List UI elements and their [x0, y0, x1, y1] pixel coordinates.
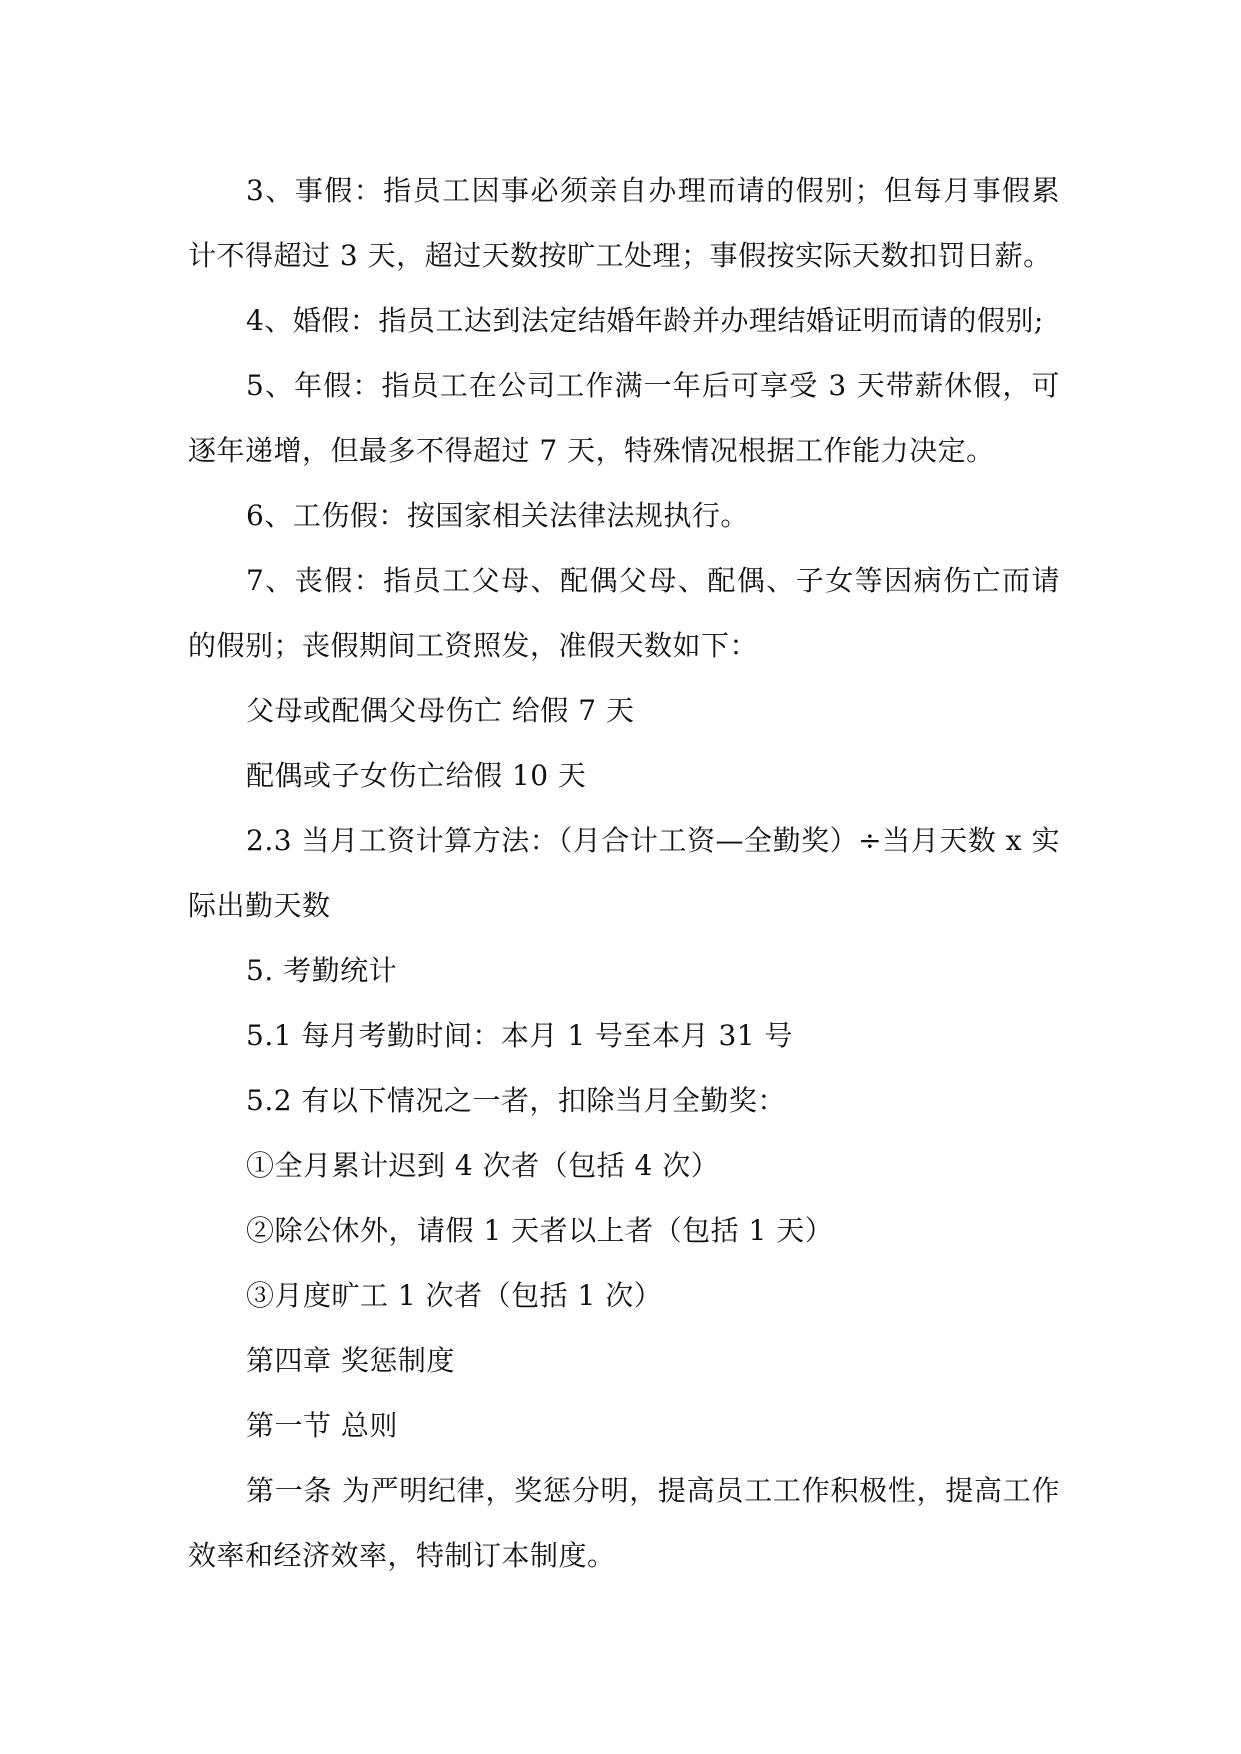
section-heading: 第一节 总则 — [246, 1409, 398, 1442]
paragraph-spouse-child-bereavement: 配偶或子女伤亡给假 10 天 — [246, 759, 587, 792]
paragraph-work-injury-leave: 6、工伤假：按国家相关法律法规执行。 — [246, 499, 749, 532]
list-item-leave: ②除公休外，请假 1 天者以上者（包括 1 天） — [246, 1214, 834, 1247]
chapter-heading: 第四章 奖惩制度 — [246, 1344, 455, 1377]
list-item-absence: ③月度旷工 1 次者（包括 1 次） — [246, 1279, 663, 1312]
list-item-late: ①全月累计迟到 4 次者（包括 4 次） — [246, 1149, 720, 1182]
paragraph-parent-bereavement: 父母或配偶父母伤亡 给假 7 天 — [246, 694, 635, 727]
paragraph-personal-leave: 3、事假：指员工因事必须亲自办理而请的假别；但每月事假累计不得超过 3 天，超过天数按旷工处理；事假按实际天数扣罚日薪。 — [188, 174, 1060, 272]
paragraph-marriage-leave: 4、婚假：指员工达到法定结婚年龄并办理结婚证明而请的假别; — [246, 304, 1044, 337]
article-one: 第一条 为严明纪律，奖惩分明，提高员工工作积极性，提高工作效率和经济效率，特制订本制度。 — [188, 1474, 1060, 1572]
paragraph-salary-calculation: 2.3 当月工资计算方法：（月合计工资—全勤奖）÷当月天数 x 实际出勤天数 — [188, 824, 1060, 922]
paragraph-annual-leave: 5、年假：指员工在公司工作满一年后可享受 3 天带薪休假，可逐年递增，但最多不得超过 7 天，特殊情况根据工作能力决定。 — [188, 369, 1060, 467]
document-body — [188, 158, 1060, 1588]
paragraph-attendance-period: 5.1 每月考勤时间：本月 1 号至本月 31 号 — [246, 1019, 793, 1052]
section-heading-attendance: 5. 考勤统计 — [246, 954, 398, 987]
paragraph-bonus-deduction: 5.2 有以下情况之一者，扣除当月全勤奖： — [246, 1084, 786, 1117]
paragraph-bereavement-leave: 7、丧假：指员工父母、配偶父母、配偶、子女等因病伤亡而请的假别；丧假期间工资照发，准假天数如下： — [188, 564, 1060, 662]
